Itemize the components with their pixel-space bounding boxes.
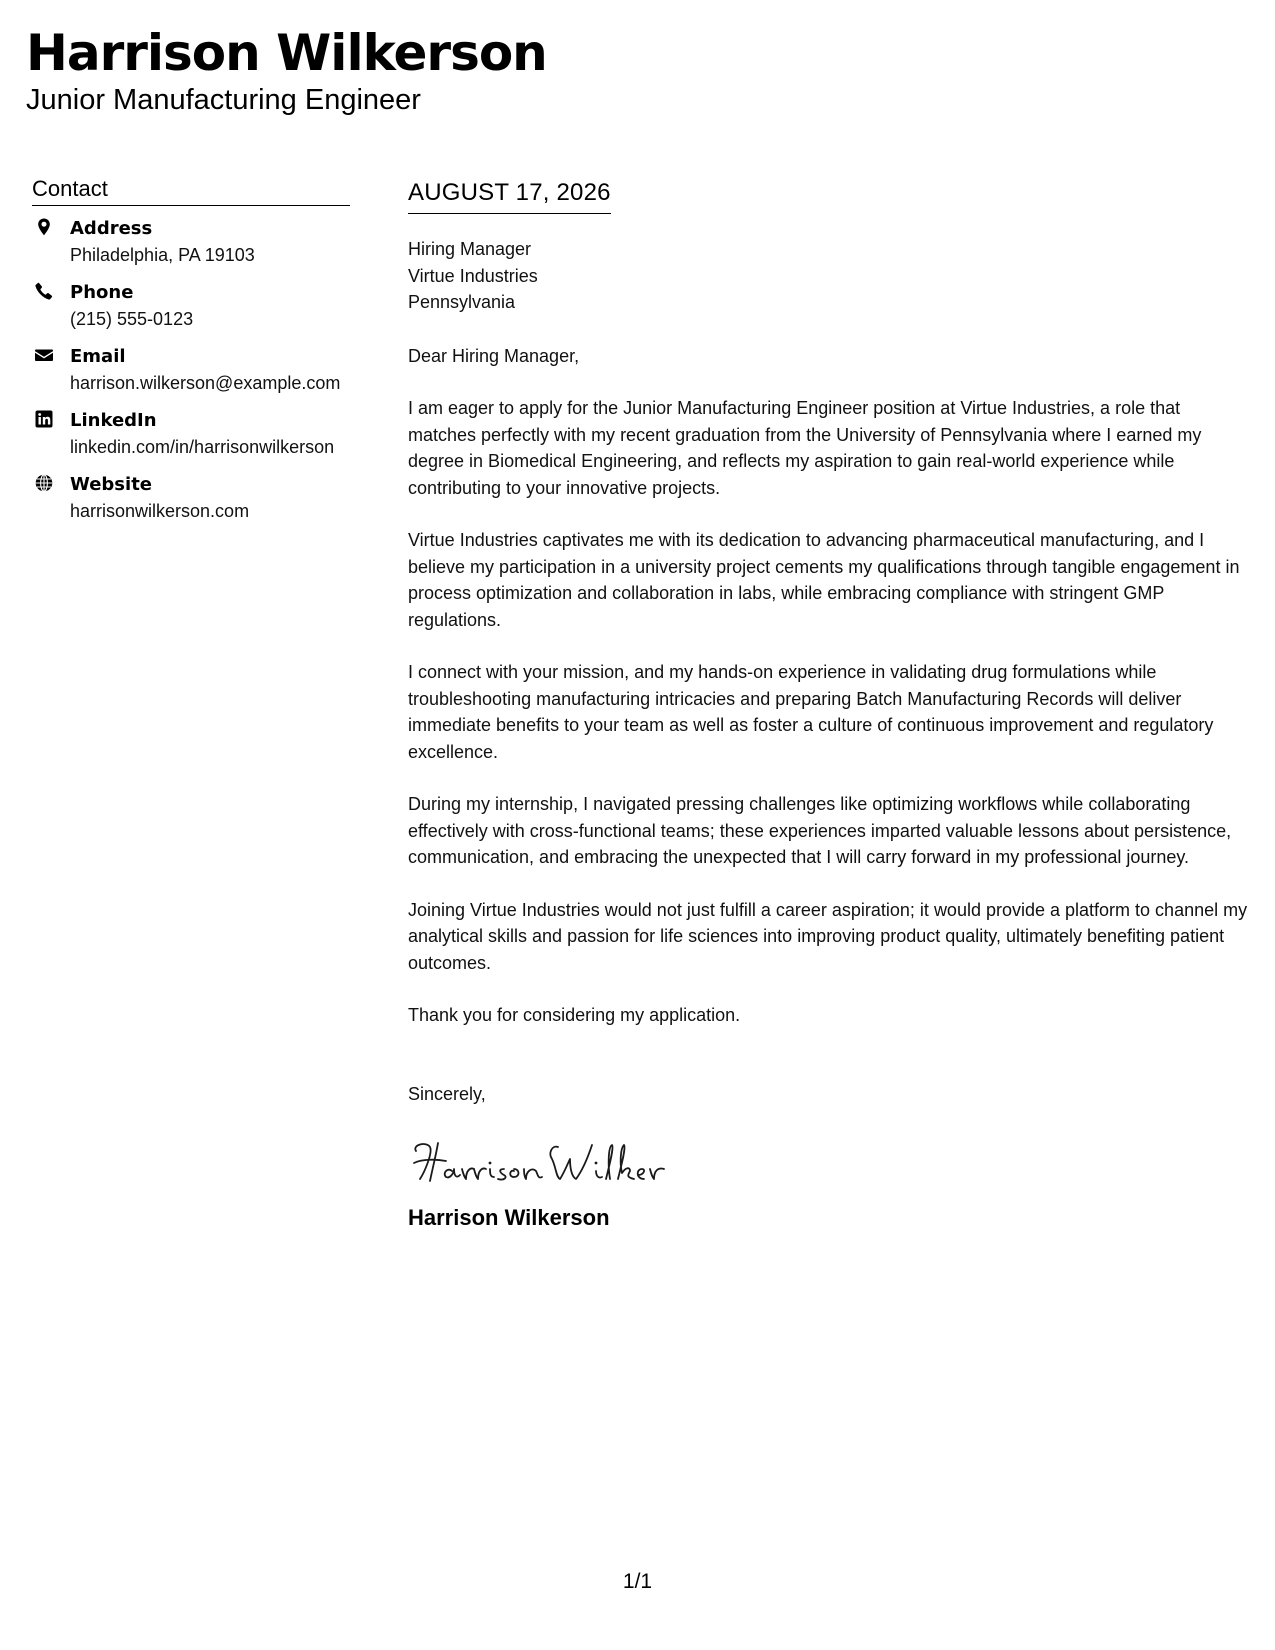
contact-item-phone — [32, 280, 350, 332]
phone-icon — [34, 281, 54, 301]
phone-value: (215) 555-0123 — [70, 309, 194, 329]
map-pin-icon — [34, 217, 54, 237]
job-title: Junior Manufacturing Engineer — [26, 84, 421, 116]
body-paragraph: Virtue Industries captivates me with its dedication to advancing pharmaceutical manufacturing, and I believe my participation in a university project cements my qualifications through tangible engagement in process optimization and collaboration in labs, while embracing compliance with stringent GMP regulations. — [408, 530, 1240, 630]
contact-item-website — [32, 472, 350, 524]
applicant-name: Harrison Wilkerson — [26, 24, 547, 82]
signature-image — [408, 1133, 678, 1189]
linkedin-value[interactable]: linkedin.com/in/harrisonwilkerson — [70, 437, 335, 457]
closing: Sincerely, — [408, 1083, 486, 1104]
recipient-line: Hiring Manager — [408, 239, 532, 259]
contact-item-email — [32, 344, 350, 396]
contact-label: Address — [70, 218, 153, 239]
salutation: Dear Hiring Manager, — [408, 345, 580, 366]
contact-sidebar — [32, 174, 350, 536]
envelope-icon — [34, 345, 54, 365]
recipient-line: Pennsylvania — [408, 292, 516, 312]
letter-date: AUGUST 17, 2026 — [408, 176, 611, 214]
email-value[interactable]: harrison.wilkerson@example.com — [70, 373, 341, 393]
website-value[interactable]: harrisonwilkerson.com — [70, 501, 250, 521]
linkedin-icon — [34, 409, 54, 429]
contact-item-address — [32, 216, 350, 268]
signed-name: Harrison Wilkerson — [408, 1205, 610, 1230]
page-number: 1/1 — [622, 1570, 653, 1593]
body-paragraph: During my internship, I navigated pressing challenges like optimizing workflows while collaborating effectively with cross-functional teams; these experiences imparted valuable lessons about persistence, communication, and embracing the unexpected that I will carry forward in my professional journey. — [408, 794, 1232, 867]
contact-item-linkedin — [32, 408, 350, 460]
recipient-block — [408, 236, 1252, 316]
body-paragraph: Joining Virtue Industries would not just fulfill a career aspiration; it would provide a platform to channel my analytical skills and passion for life sciences into improving product quality, ultimately benefiting patient outcomes. — [408, 899, 1248, 973]
contact-label: LinkedIn — [70, 410, 157, 431]
recipient-line: Virtue Industries — [408, 265, 538, 286]
thank-you-paragraph: Thank you for considering my application. — [408, 1005, 741, 1025]
contact-list — [32, 216, 350, 524]
contact-label: Website — [70, 474, 153, 495]
body-paragraph: I am eager to apply for the Junior Manufacturing Engineer position at Virtue Industries, a role that matches perfectly with my recent graduation from the University of Pennsylvania where I earned my degree in Biomedical Engineering, and reflects my aspiration to gain real-world experience while contributing to your innovative projects. — [408, 398, 1202, 498]
body-paragraph: I connect with your mission, and my hands-on experience in validating drug formulations while troubleshooting manufacturing intricacies and preparing Batch Manufacturing Records will deliver immediate benefits to your team as well as foster a culture of continuous improvement and regulatory excellence. — [408, 662, 1214, 762]
letter-body — [408, 176, 1252, 1233]
handwritten-signature — [408, 1133, 1252, 1189]
contact-heading: Contact — [32, 174, 350, 206]
contact-label: Phone — [70, 282, 134, 303]
contact-label: Email — [70, 346, 126, 367]
address-value: Philadelphia, PA 19103 — [70, 245, 255, 265]
globe-icon — [34, 473, 54, 493]
